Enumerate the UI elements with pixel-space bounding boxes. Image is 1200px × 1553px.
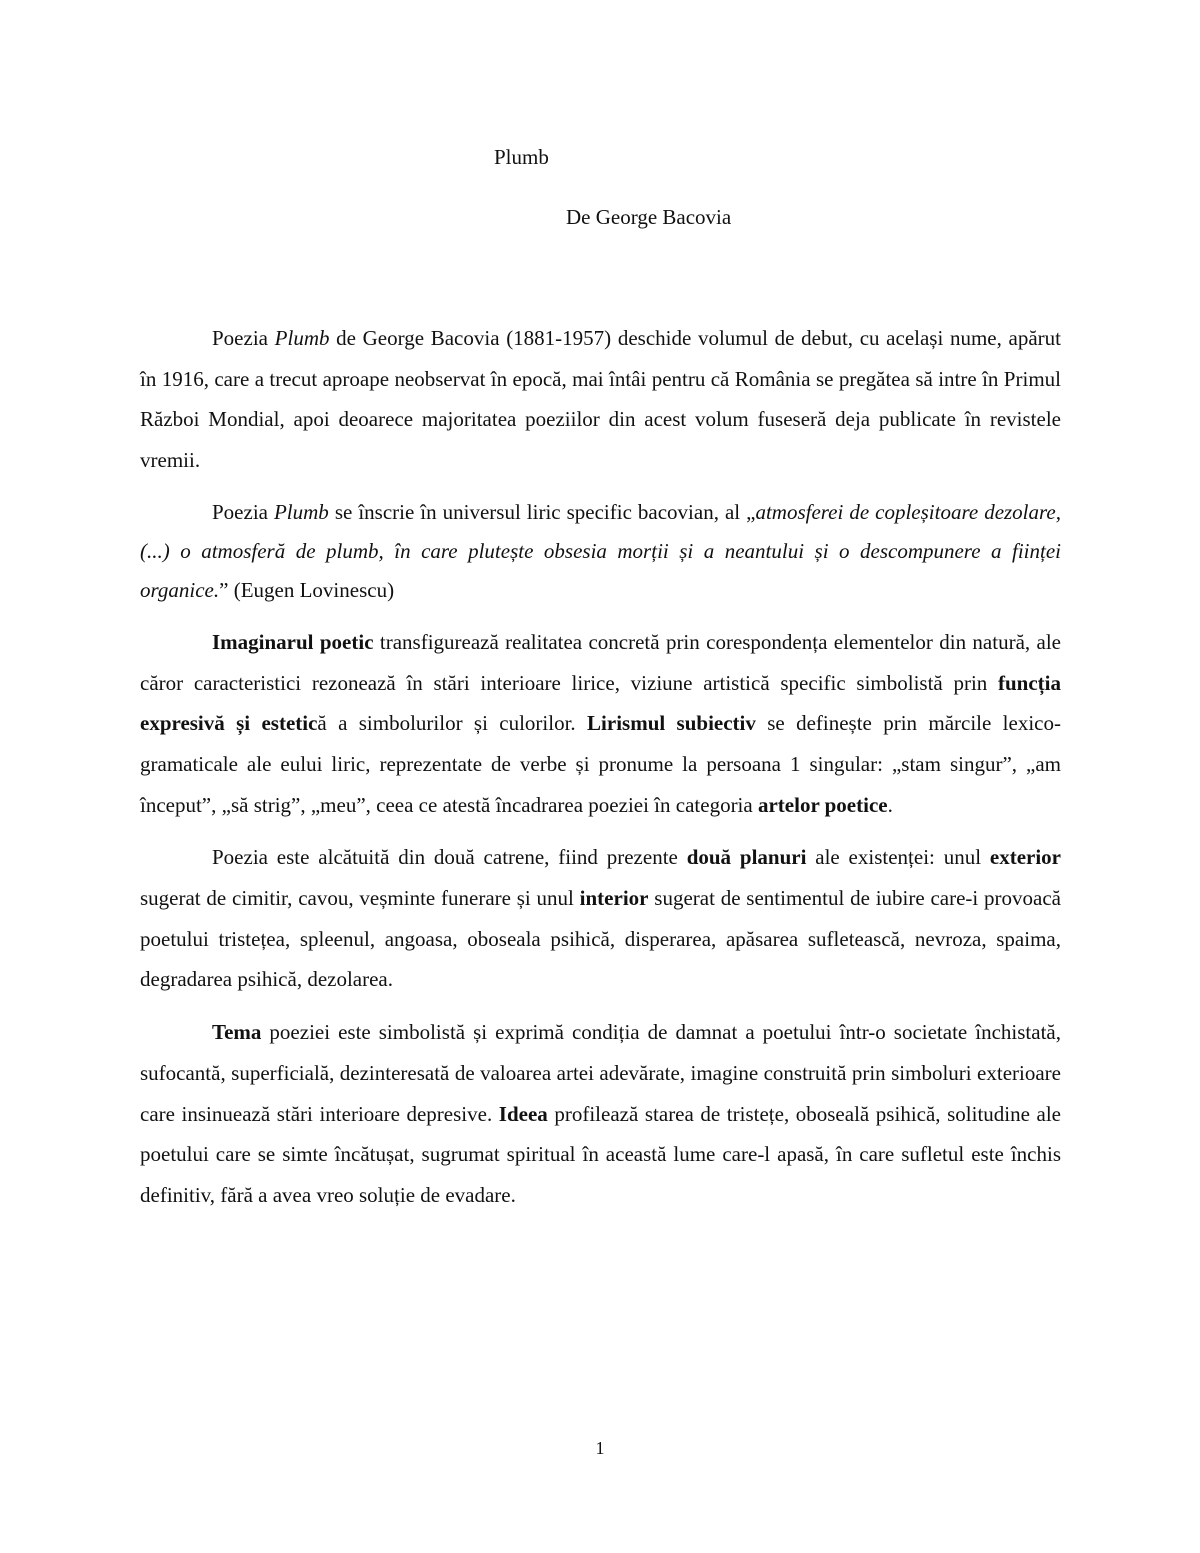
bold-term: Tema: [212, 1020, 262, 1045]
text-run: de George Bacovia (1881-1957) deschide volumul de debut, cu același nume, apărut în 1916, care a trecut aproape neobservat în epocă, mai întâi pentru că România se pregătea să intre în Primul Război Mondial, apoi deoarece majoritatea poeziilor din acest volum fuseseră deja publicate în revistele vremii.: [140, 326, 1062, 473]
text-run: .: [887, 792, 893, 817]
document-title: Plumb: [494, 145, 549, 169]
bold-term: exterior: [989, 845, 1061, 870]
author-line: De George Bacovia: [566, 205, 732, 229]
text-run: Poezia: [212, 499, 274, 524]
text-run: ă a simbolurilor și culorilor.: [317, 711, 588, 736]
paragraph-intro: [140, 318, 1061, 481]
bold-term: interior: [579, 886, 649, 911]
text-run: Poezia: [212, 326, 275, 350]
text-run: sugerat de sentimentul de iubire care-i provoacă poetului tristețea, spleenul, angoasa, oboseala psihică, disperarea, apăsarea sufletească, nevroza, spaima, degradarea psihică, dezolarea.: [140, 886, 1061, 992]
bold-term: Imaginarul poetic: [212, 629, 374, 654]
bold-term: artelor poetice: [757, 792, 888, 817]
poem-title-italic: Plumb: [274, 326, 330, 350]
bold-term: Lirismul subiectiv: [587, 711, 756, 736]
paragraph-lovinescu-quote: [140, 493, 1061, 610]
text-run: transfigurează realitatea concretă prin corespondența elementelor din natură, ale căror caracteristici rezonează în stări interioare lirice, viziune artistică specific simbolistă prin: [140, 629, 1061, 695]
text-run: poeziei este simbolistă și exprimă condiția de damnat a poetului într-o societate închistată, sufocantă, superficială, dezinteresată de valoarea artei adevărate, imagine construită prin simboluri exterioare care insinuează stări interioare depresive.: [140, 1020, 1061, 1126]
text-run: se definește prin mărcile lexico-gramaticale ale eului liric, reprezentate de verbe și pronume la persoana 1 singular: „stam singur”, „am început”, „să strig”, „meu”, ceea ce atestă încadrarea poeziei în categoria: [140, 711, 1061, 817]
document-body: [140, 318, 1061, 1216]
paragraph-imaginarul-poetic: [140, 622, 1061, 826]
paragraph-planuri: [140, 837, 1061, 1000]
quote-attribution: ” (Eugen Lovinescu): [219, 577, 395, 602]
quote-italic: atmosferei de copleșitoare dezolare, (...) o atmosferă de plumb, în care plutește obsesia morții și a neantului și o descompunere a ființei organice.: [140, 499, 1061, 602]
poem-title-italic: Plumb: [273, 499, 329, 524]
page-number: 1: [595, 1438, 605, 1458]
text-run: Poezia este alcătuită din două catrene, fiind prezente: [212, 845, 687, 870]
paragraph-tema-ideea: [140, 1012, 1061, 1216]
bold-term: funcția expresivă și estetic: [140, 670, 1061, 736]
text-run: ale existenței: unul: [806, 845, 990, 870]
bold-term: Ideea: [498, 1101, 548, 1126]
bold-term: două planuri: [686, 845, 807, 870]
text-run: se înscrie în universul liric specific bacovian, al „: [328, 499, 756, 524]
text-run: sugerat de cimitir, cavou, veșminte funerare și unul: [140, 886, 580, 911]
text-run: profilează starea de tristețe, oboseală psihică, solitudine ale poetului care se simte încătușat, sugrumat spiritual în această lume care-l apasă, în care sufletul este închis definitiv, fără a avea vreo soluție de evadare.: [140, 1101, 1061, 1207]
